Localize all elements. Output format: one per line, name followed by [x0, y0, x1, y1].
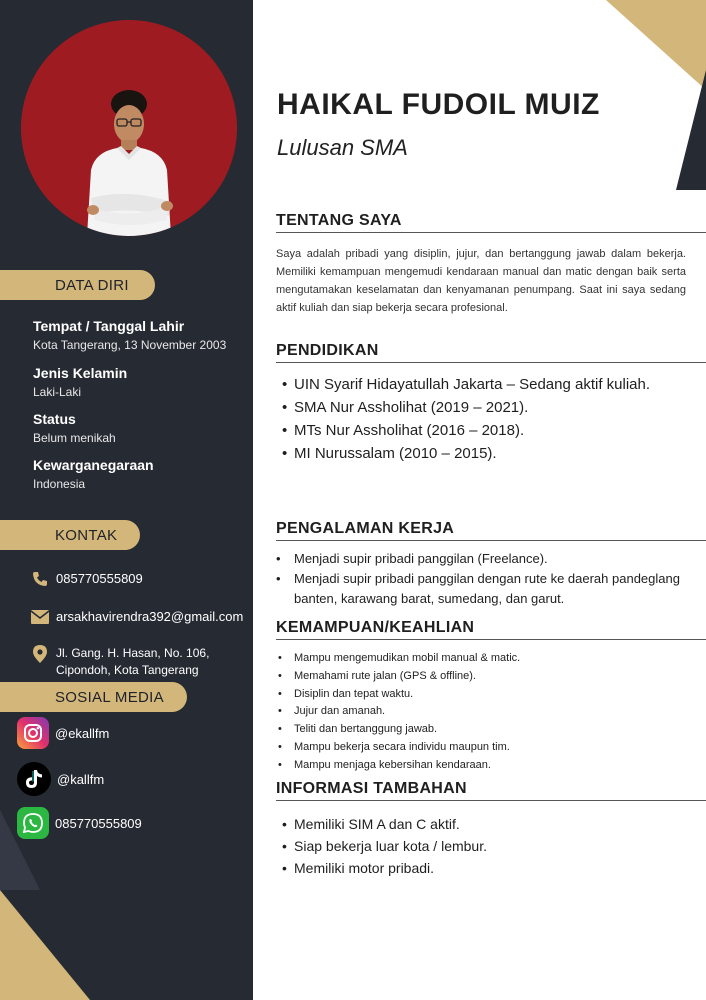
field-birth	[33, 318, 226, 352]
list-item: • MTs Nur Assholihat (2016 – 2018).	[276, 419, 706, 442]
main-content	[253, 0, 706, 1000]
person-name: HAIKAL FUDOIL MUIZ	[277, 88, 600, 121]
list-item: • Siap bekerja luar kota / lembur.	[276, 835, 706, 857]
instagram-icon	[17, 717, 49, 749]
about-text: Saya adalah pribadi yang disiplin, jujur, dan bertanggung jawab dalam bekerja. Memiliki kemampuan mengemudi kendaraan manual dan matic dengan baik serta mengutamakan keselamatan dan kenyamanan penumpang. Saat ini saya sedang aktif kuliah dan siap bekerja secara profesional.	[276, 248, 686, 314]
social-whatsapp[interactable]	[17, 807, 142, 839]
list-item: • MI Nurussalam (2010 – 2015).	[276, 442, 706, 465]
whatsapp-number[interactable]: 085770555809	[55, 815, 142, 831]
list-item: • Mampu bekerja secara individu maupun tim.	[276, 739, 706, 757]
location-pin-icon	[30, 645, 50, 663]
section-title: TENTANG SAYA	[276, 212, 706, 233]
field-label: Kewarganegaraan	[33, 457, 154, 473]
social-instagram[interactable]	[17, 717, 109, 749]
field-value: Belum menikah	[33, 431, 116, 445]
contact-address	[30, 645, 209, 679]
phone-icon	[30, 570, 50, 588]
list-item: • SMA Nur Assholihat (2019 – 2021).	[276, 396, 706, 419]
section-title: PENDIDIKAN	[276, 342, 706, 363]
section-pill-data-diri	[0, 270, 155, 300]
list-item: • Mampu menjaga kebersihan kendaraan.	[276, 757, 706, 775]
section-kemampuan	[276, 619, 706, 775]
person-role: Lulusan SMA	[277, 135, 408, 160]
section-title: INFORMASI TAMBAHAN	[276, 780, 706, 801]
list-item: • Mampu mengemudikan mobil manual & matic.	[276, 650, 706, 668]
field-value: Kota Tangerang, 13 November 2003	[33, 338, 227, 352]
tiktok-handle[interactable]: @kallfm	[57, 771, 105, 787]
list-item: • UIN Syarif Hidayatullah Jakarta – Sedang aktif kuliah.	[276, 373, 706, 396]
list-item: • Menjadi supir pribadi panggilan dengan rute ke daerah pandeglang banten, karawang barat, sumedang, dan garut.	[276, 569, 706, 609]
mail-icon	[30, 608, 50, 626]
list-item: • Menjadi supir pribadi panggilan (Freelance).	[276, 549, 706, 569]
field-nationality	[33, 457, 154, 491]
list-item: • Memiliki motor pribadi.	[276, 857, 706, 879]
field-label: Tempat / Tanggal Lahir	[33, 318, 185, 334]
list-item: • Jujur dan amanah.	[276, 703, 706, 721]
person-photo-icon	[21, 20, 237, 236]
contact-phone	[30, 570, 143, 588]
profile-photo	[21, 20, 237, 236]
contact-email	[30, 608, 243, 626]
field-value: Laki-Laki	[33, 385, 82, 399]
social-tiktok[interactable]	[17, 762, 104, 796]
sosial-title: SOSIAL MEDIA	[55, 688, 164, 706]
section-pengalaman-kerja	[276, 520, 706, 609]
section-pill-kontak	[0, 520, 140, 550]
list-item: • Teliti dan bertanggung jawab.	[276, 721, 706, 739]
list-item: • Memiliki SIM A dan C aktif.	[276, 813, 706, 835]
field-gender	[33, 365, 127, 399]
section-informasi-tambahan	[276, 780, 706, 879]
field-value: Indonesia	[33, 477, 86, 491]
tiktok-icon	[17, 762, 51, 796]
email-text[interactable]: arsakhavirendra392@gmail.com	[56, 609, 244, 624]
data-diri-title: DATA DIRI	[55, 276, 129, 294]
instagram-handle[interactable]: @ekallfm	[55, 725, 110, 741]
section-pendidikan	[276, 342, 706, 465]
field-label: Status	[33, 411, 76, 427]
address-line-1: Jl. Gang. H. Hasan, No. 106,	[56, 646, 210, 660]
section-tentang-saya	[276, 212, 706, 317]
field-label: Jenis Kelamin	[33, 365, 128, 381]
phone-text[interactable]: 085770555809	[56, 571, 143, 586]
decor-triangle	[0, 890, 90, 1000]
kontak-title: KONTAK	[55, 526, 118, 544]
section-title: KEMAMPUAN/KEAHLIAN	[276, 619, 706, 640]
address-line-2: Cipondoh, Kota Tangerang	[56, 663, 199, 677]
section-title: PENGALAMAN KERJA	[276, 520, 706, 541]
decor-triangle	[676, 70, 706, 190]
whatsapp-icon	[17, 807, 49, 839]
sidebar	[0, 0, 253, 1000]
field-status	[33, 411, 116, 445]
list-item: • Disiplin dan tepat waktu.	[276, 686, 706, 704]
list-item: • Memahami rute jalan (GPS & offline).	[276, 668, 706, 686]
section-pill-sosial-media	[0, 682, 187, 712]
